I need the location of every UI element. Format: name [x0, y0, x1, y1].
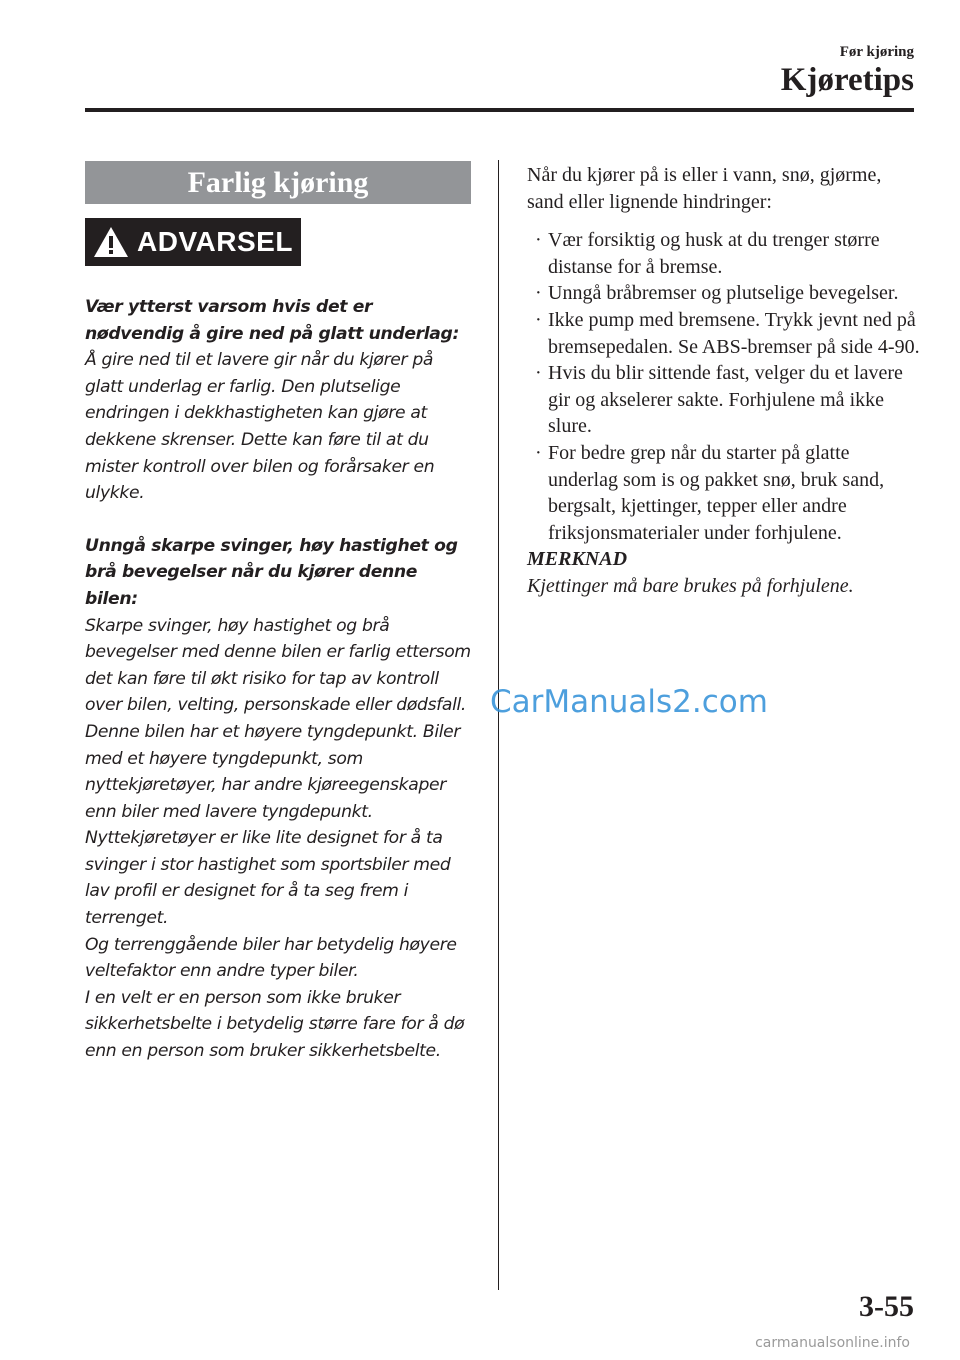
watermark-link[interactable]: CarManuals2.com — [490, 684, 768, 720]
list-item: · For bedre grep når du starter på glatte underlag som is og pakket snø, bruk sand, bergsalt, kjettinger, tepper eller andre friksjonsmaterialer under forhjulene. — [535, 441, 885, 544]
note-label: MERKNAD — [527, 548, 628, 571]
warning-badge — [85, 218, 301, 266]
section-banner: Farlig kjøring — [85, 161, 471, 204]
warning-extra-3: I en velt er en person som ikke bruker sikkerhetsbelte i betydelig større fare for å dø enn en person som bruker sikkerhetsbelte. — [85, 987, 465, 1062]
warning-body-2: Skarpe svinger, høy hastighet og brå bevegelser med denne bilen er farlig ettersom det kan føre til økt risiko for tap av kontroll over bilen, velting, personskade eller dødsfall. — [85, 615, 471, 716]
warning-text — [85, 294, 471, 1065]
warning-lead-2: Unngå skarpe svinger, høy hastighet og brå bevegelser når du kjører denne bilen: — [85, 535, 458, 609]
list-item: · Unngå bråbremser og plutselige bevegelser. — [535, 282, 899, 305]
header-rule — [85, 108, 914, 112]
warning-triangle-icon — [93, 226, 129, 258]
page-number: 3-55 — [859, 1290, 914, 1323]
left-column — [85, 161, 471, 1065]
list-item: · Hvis du blir sittende fast, velger du et lavere gir og akselerer sakte. Forhjulene må ikke slure. — [535, 362, 903, 438]
warning-extra-2: Og terrenggående biler har betydelig høyere veltefaktor enn andre typer biler. — [85, 934, 457, 982]
list-item: · Vær forsiktig og husk at du trenger større distanse for å bremse. — [535, 229, 880, 278]
warning-extra-1: Denne bilen har et høyere tyngdepunkt. Biler med et høyere tyngdepunkt, som nyttekjøretøyer, har andre kjøreegenskaper enn biler med lavere tyngdepunkt. Nyttekjøretøyer er like lite designet for å ta svinger i stor hastighet som sportsbiler med lav profil er designet for å ta seg frem i terrenget. — [85, 721, 461, 929]
header-title: Kjøretips — [780, 62, 914, 98]
note-text: Kjettinger må bare brukes på forhjulene. — [527, 574, 854, 597]
warning-body-1: Å gire ned til et lavere gir når du kjører på glatt underlag er farlig. Den plutselige endringen i dekkhastigheten kan gjøre at dekkene skrenser. Dette kan føre til at du mister kontroll over bilen og forårsaker en ulykke. — [85, 350, 435, 504]
list-item: · Ikke pump med bremsene. Trykk jevnt ned på bremsepedalen. Se ABS-bremser på side 4-90. — [535, 308, 920, 358]
warning-label: ADVARSEL — [137, 226, 293, 257]
tips-list — [527, 227, 922, 546]
right-column — [527, 162, 922, 600]
header-section-label: Før kjøring — [839, 44, 914, 60]
footer-site-link[interactable]: carmanualsonline.info — [755, 1335, 910, 1351]
warning-lead-1: Vær ytterst varsom hvis det er nødvendig å gire ned på glatt underlag: — [85, 297, 460, 344]
column-divider — [498, 160, 499, 1290]
intro-text: Når du kjører på is eller i vann, snø, gjørme, sand eller lignende hindringer: — [527, 164, 882, 213]
